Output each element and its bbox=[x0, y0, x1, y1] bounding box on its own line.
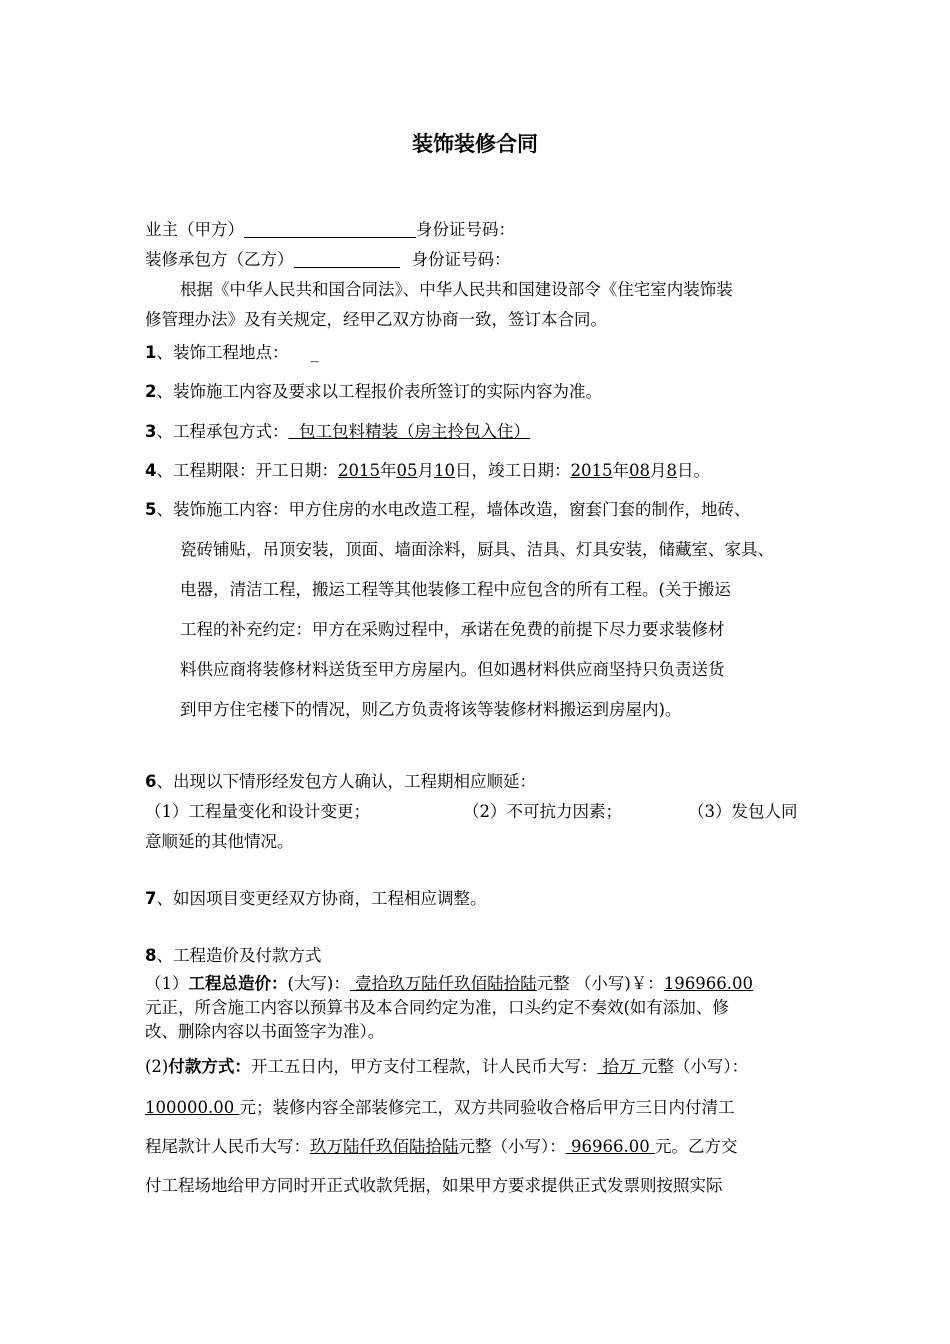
clause-6-item-1: （1）工程量变化和设计变更； bbox=[145, 802, 370, 821]
clause-4: 4、工程期限：开工日期：2015年05月10日，竣工日期：2015年08月8日。 bbox=[145, 461, 710, 480]
clause-6-item-2: （2）不可抗力因素； bbox=[463, 802, 622, 821]
intro-line-2: 修管理办法》及有关规定，经甲乙双方协商一致，签订本合同。 bbox=[145, 310, 607, 329]
end-year: 2015 bbox=[570, 461, 613, 480]
final-payment-daxie: 玖万陆仟玖佰陆拾陆 bbox=[310, 1137, 459, 1156]
start-year: 2015 bbox=[337, 461, 380, 480]
document-title: 装饰装修合同 bbox=[412, 132, 538, 156]
total-price-line-3: 改、删除内容以书面签字为准）。 bbox=[145, 1022, 385, 1041]
clause-5-line-6: 到甲方住宅楼下的情况，则乙方负责将该等装修材料搬运到房屋内)。 bbox=[180, 700, 682, 719]
total-price-daxie: 壹拾玖万陆仟玖佰陆拾陆 bbox=[349, 974, 537, 993]
contractor-line bbox=[145, 249, 511, 271]
end-day: 8 bbox=[666, 461, 677, 480]
contract-mode-value: 包工包料精装（房主拎包入住） bbox=[288, 422, 530, 441]
clause-7: 7、如因项目变更经双方协商，工程相应调整。 bbox=[145, 889, 487, 908]
total-price-xiaoxie: 196966.00 bbox=[663, 974, 754, 993]
first-payment-xiaoxie: 100000.00 bbox=[145, 1098, 240, 1117]
clause-3: 3、工程承包方式： 包工包料精装（房主拎包入住） bbox=[145, 422, 530, 441]
contractor-name-blank bbox=[294, 251, 400, 268]
owner-id-label: 身份证号码： bbox=[416, 220, 515, 239]
payment-line-1: (2)付款方式：开工五日内，甲方支付工程款，计人民币大写： 拾万 元整（小写）： bbox=[145, 1057, 749, 1076]
start-month: 05 bbox=[396, 461, 418, 480]
end-month: 08 bbox=[628, 461, 650, 480]
clause-6: 6、出现以下情形经发包方人确认，工程期相应顺延： bbox=[145, 772, 536, 791]
site-address-blank: _ bbox=[310, 343, 319, 362]
clause-5-line-1: 5、装饰施工内容：甲方住房的水电改造工程，墙体改造，窗套门套的制作，地砖、 bbox=[145, 500, 751, 519]
owner-label: 业主（甲方） bbox=[145, 220, 244, 239]
clause-6-item-3: （3）发包人同 bbox=[688, 802, 798, 821]
total-price-line-2: 元正，所含施工内容以预算书及本合同约定为准，口头约定不奏效(如有添加、修 bbox=[145, 998, 729, 1017]
clause-1: 1、装饰工程地点： _ bbox=[145, 343, 319, 362]
clause-5-line-3: 电器，清洁工程，搬运工程等其他装修工程中应包含的所有工程。(关于搬运 bbox=[180, 580, 731, 599]
clause-5-line-5: 料供应商将装修材料送货至甲方房屋内。但如遇材料供应商坚持只负责送货 bbox=[180, 660, 725, 679]
clause-5-line-4: 工程的补充约定：甲方在采购过程中，承诺在免费的前提下尽力要求装修材 bbox=[180, 620, 725, 639]
owner-name-blank bbox=[244, 221, 416, 238]
start-day: 10 bbox=[433, 461, 455, 480]
owner-line bbox=[145, 219, 515, 241]
total-price-line-1: （1）工程总造价：(大写)： 壹拾玖万陆仟玖佰陆拾陆元整 （小写)￥：196966.00 bbox=[145, 974, 754, 993]
clause-5-line-2: 瓷砖铺贴，吊顶安装，顶面、墙面涂料，厨具、洁具、灯具安装，储藏室、家具、 bbox=[180, 540, 774, 559]
payment-line-3: 程尾款计人民币大写：玖万陆仟玖佰陆拾陆元整（小写）： 96966.00 元。乙方交 bbox=[145, 1137, 738, 1156]
payment-line-4: 付工程场地给甲方同时开正式收款凭据，如果甲方要求提供正式发票则按照实际 bbox=[145, 1176, 723, 1195]
clause-8: 8、工程造价及付款方式 bbox=[145, 946, 322, 965]
final-payment-xiaoxie: 96966.00 bbox=[565, 1137, 655, 1156]
contractor-id-label: 身份证号码： bbox=[411, 250, 511, 269]
clause-2: 2、装饰施工内容及要求以工程报价表所签订的实际内容为准。 bbox=[145, 382, 602, 401]
payment-line-2: 100000.00 元；装修内容全部装修完工，双方共同验收合格后甲方三日内付清工 bbox=[145, 1098, 735, 1117]
first-payment-daxie: 拾万 bbox=[597, 1057, 641, 1076]
contractor-label: 装修承包方（乙方） bbox=[145, 250, 294, 269]
intro-line-1: 根据《中华人民共和国合同法》、中华人民共和国建设部令《住宅室内装饰装 bbox=[180, 280, 733, 299]
clause-6-cont: 意顺延的其他情况。 bbox=[145, 832, 294, 851]
